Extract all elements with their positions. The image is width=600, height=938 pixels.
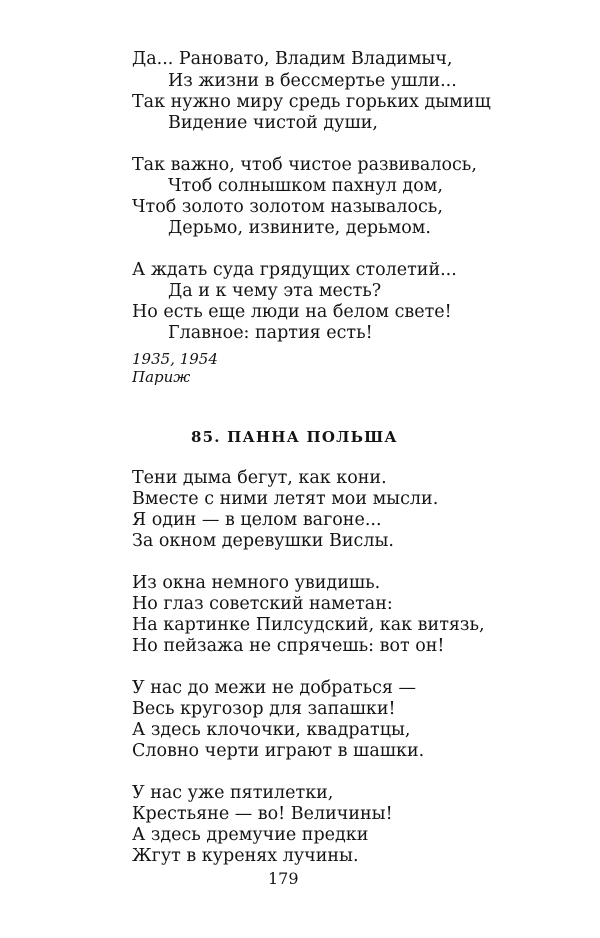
poem1-date: 1935, 1954 (132, 350, 218, 368)
page-number: 179 (268, 869, 299, 888)
poem2-line: У нас до межи не добраться — (132, 678, 417, 698)
poem2-line: Но пейзажа не спрячешь: вот он! (132, 636, 445, 656)
poem1-line: Чтоб солнышком пахнул дом, (168, 176, 443, 196)
poem2-line: Крестьяне — во! Величины! (132, 804, 393, 824)
poem1-line: Чтоб золото золотом называлось, (132, 197, 443, 217)
poem1-line: Дерьмо, извините, дерьмом. (168, 218, 431, 238)
poem2-line: Словно черти играют в шашки. (132, 741, 425, 761)
poem2-line: Вместе с ними летят мои мысли. (132, 489, 439, 509)
poem1-line: Главное: партия есть! (168, 323, 373, 343)
poem1-place: Париж (132, 368, 191, 386)
poem1-line: Видение чистой души, (168, 113, 378, 133)
poem1-line: А ждать суда грядущих столетий... (132, 260, 457, 280)
poem1-line: Так нужно миру средь горьких дымищ (132, 92, 491, 112)
poem2-line: У нас уже пятилетки, (132, 783, 334, 803)
poem2-line: Весь кругозор для запашки! (132, 699, 396, 719)
poem1-line: Так важно, чтоб чистое развивалось, (132, 155, 477, 175)
poem2-title: 85. ПАННА ПОЛЬША (191, 428, 398, 446)
poem2-line: Но глаз советский наметан: (132, 594, 393, 614)
poem1-line: Да... Рановато, Владим Владимыч, (132, 49, 453, 69)
poem2-line: А здесь клочочки, квадратцы, (132, 720, 411, 740)
poem2-line: Я один — в целом вагоне... (132, 510, 382, 530)
poem1-line: Да и к чему эта месть? (168, 281, 382, 301)
poem1-line: Из жизни в бессмертье ушли... (168, 71, 457, 91)
poem2-line: На картинке Пилсудский, как витязь, (132, 615, 485, 635)
poem2-line: А здесь дремучие предки (132, 825, 369, 845)
poem2-line: За окном деревушки Вислы. (132, 531, 394, 551)
poem2-line: Тени дыма бегут, как кони. (132, 468, 387, 488)
poem2-line: Из окна немного увидишь. (132, 573, 381, 593)
poem2-line: Жгут в куренях лучины. (132, 846, 359, 866)
poem1-line: Но есть еще люди на белом свете! (132, 302, 452, 322)
